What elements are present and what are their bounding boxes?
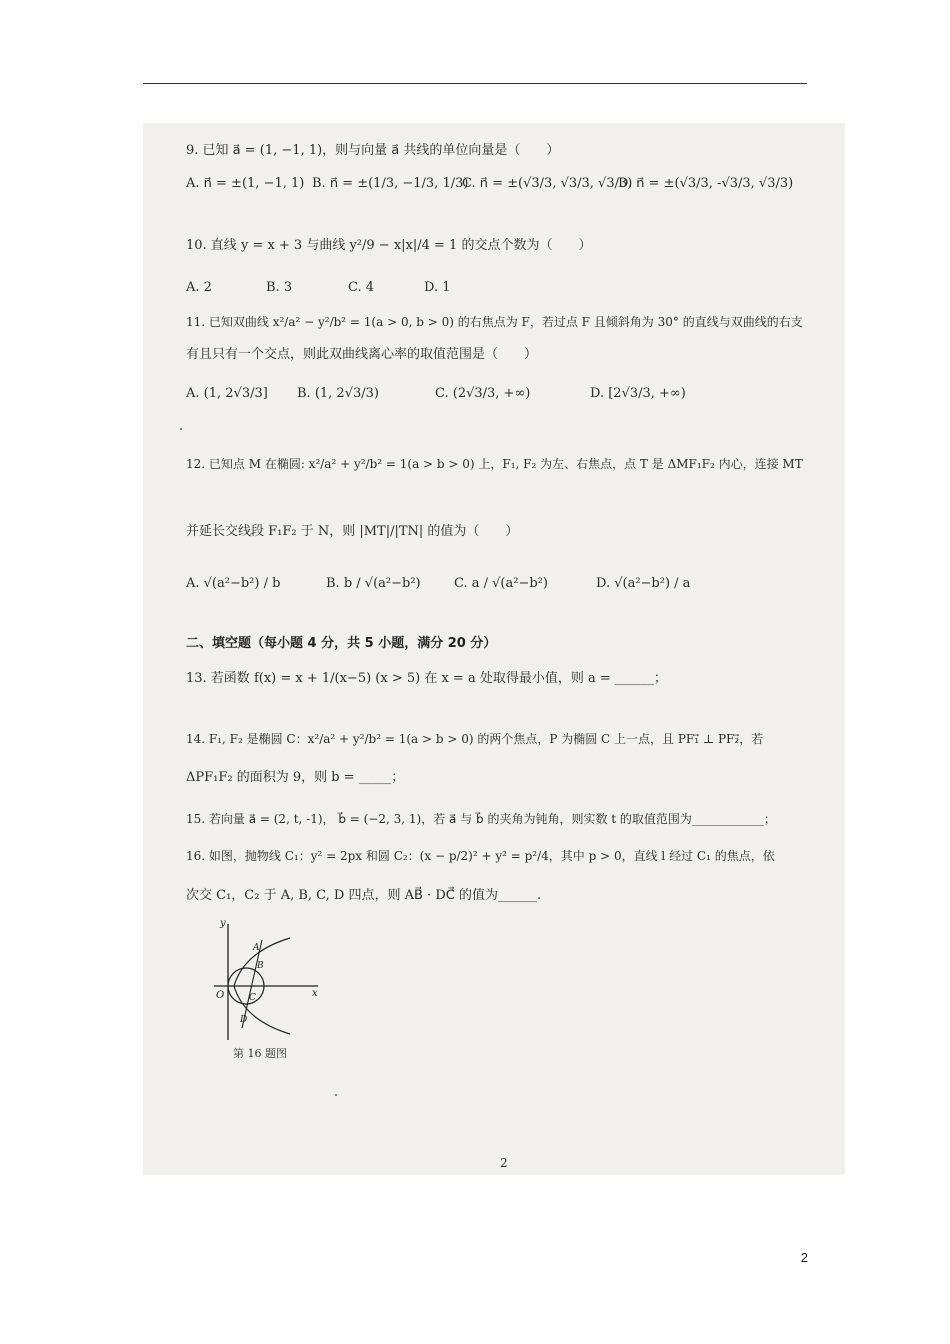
scan-speck xyxy=(180,428,182,430)
q9-option-a: A. n⃗ = ±(1, −1, 1) xyxy=(186,176,305,191)
scanned-page-number: 2 xyxy=(500,1156,508,1170)
q11-option-b: B. (1, 2√3/3) xyxy=(297,386,379,401)
label-b: B xyxy=(257,961,264,971)
figure-caption: 第 16 题图 xyxy=(233,1047,287,1060)
q12-option-a: A. √(a²−b²) / b xyxy=(186,576,281,591)
scan-speck xyxy=(335,1094,337,1096)
q16-line1: 16. 如图，抛物线 C₁：y² = 2px 和圆 C₂：(x − p/2)² + y² = p²/4，其中 p > 0，直线 l 经过 C₁ 的焦点，依 xyxy=(186,849,775,863)
q14-line2: ΔPF₁F₂ 的面积为 9，则 b = _____； xyxy=(186,770,405,785)
q12-stem-line1: 12. 已知点 M 在椭圆: x²/a² + y²/b² = 1(a > b > 0) 上，F₁, F₂ 为左、右焦点，点 T 是 ΔMF₁F₂ 内心，连接 MT xyxy=(186,457,803,471)
q11-option-c: C. (2√3/3, +∞) xyxy=(435,386,531,401)
q13-stem: 13. 若函数 f(x) = x + 1/(x−5) (x > 5) 在 x = a 处取得最小值，则 a = ______； xyxy=(186,671,667,686)
q10-option-b: B. 3 xyxy=(266,280,293,295)
q11-option-d: D. [2√3/3, +∞) xyxy=(590,386,686,401)
label-o: O xyxy=(216,990,225,1001)
page-number: 2 xyxy=(800,1250,808,1265)
q9-stem: 9. 已知 a⃗ = (1, −1, 1)，则与向量 a⃗ 共线的单位向量是（ ） xyxy=(186,143,560,158)
section-heading-fill-in: 二、填空题（每小题 4 分，共 5 小题，满分 20 分） xyxy=(186,636,497,651)
label-d: D xyxy=(240,1015,248,1025)
q12-option-c: C. a / √(a²−b²) xyxy=(454,576,548,591)
q12-option-d: D. √(a²−b²) / a xyxy=(596,576,691,591)
label-y: y xyxy=(220,918,226,929)
q9-option-b: B. n⃗ = ±(1/3, −1/3, 1/3) xyxy=(312,176,469,191)
q11-stem-line1: 11. 已知双曲线 x²/a² − y²/b² = 1(a > 0, b > 0) 的右焦点为 F，若过点 F 且倾斜角为 30° 的直线与双曲线的右支 xyxy=(186,315,803,329)
header-rule xyxy=(143,83,807,84)
q14-line1: 14. F₁, F₂ 是椭圆 C：x²/a² + y²/b² = 1(a > b > 0) 的两个焦点，P 为椭圆 C 上一点，且 PF₁⃗ ⊥ PF₂⃗，若 xyxy=(186,732,764,746)
label-a: A xyxy=(253,943,260,953)
q11-option-a: A. (1, 2√3/3] xyxy=(186,386,268,401)
q16-line2: 次交 C₁，C₂ 于 A, B, C, D 四点，则 AB⃗ · DC⃗ 的值为______. xyxy=(186,888,542,903)
q10-option-d: D. 1 xyxy=(424,280,451,295)
label-x: x xyxy=(312,988,318,999)
q9-option-c: C. n⃗ = ±(√3/3, √3/3, √3/3) xyxy=(462,176,633,191)
q10-stem: 10. 直线 y = x + 3 与曲线 y²/9 − x|x|/4 = 1 的交点个数为（ ） xyxy=(186,238,592,253)
q12-option-b: B. b / √(a²−b²) xyxy=(326,576,421,591)
label-c: C xyxy=(249,993,256,1003)
q12-stem-line2: 并延长交线段 F₁F₂ 于 N，则 |MT|/|TN| 的值为（ ） xyxy=(186,524,519,539)
q10-option-a: A. 2 xyxy=(186,280,212,295)
q16-figure xyxy=(210,912,328,1062)
q11-stem-line2: 有且只有一个交点，则此双曲线离心率的取值范围是（ ） xyxy=(186,347,538,362)
q15-stem: 15. 若向量 a⃗ = (2, t, -1)， b⃗ = (−2, 3, 1)，若 a⃗ 与 b⃗ 的夹角为钝角，则实数 t 的取值范围为____________； xyxy=(186,812,776,826)
q10-option-c: C. 4 xyxy=(348,280,375,295)
q9-option-d: D. n⃗ = ±(√3/3, -√3/3, √3/3) xyxy=(618,176,794,191)
